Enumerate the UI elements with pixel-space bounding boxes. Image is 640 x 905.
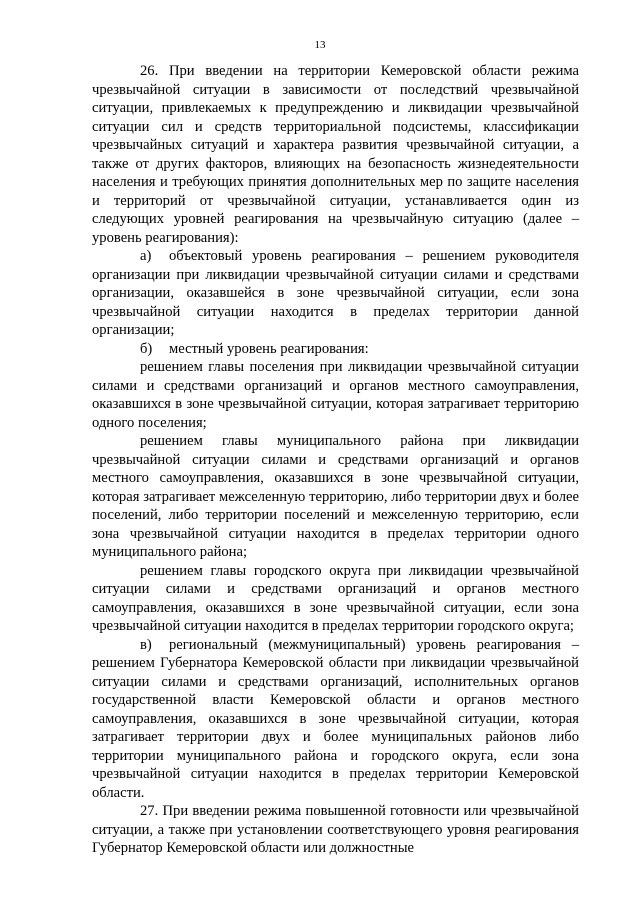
list-marker: в) (140, 636, 152, 653)
list-item-a (92, 247, 579, 340)
paragraph-text: решением главы городского округа при ликвидации чрезвычайной ситуации силами и средствами организаций и органов местного самоуправления, оказавшихся в зоне чрезвычайной ситуации, если зона чрезвычайной ситуации находится в пределах территории городского округа; (92, 562, 579, 634)
paragraph-text: объектовый уровень реагирования – решением руководителя организации при ликвидации чрезвычайной ситуации силами и средствами организации, оказавшейся в зоне чрезвычайной ситуации, если зона чрезвычайной ситуации находится в пределах территории данной организации; (92, 248, 579, 338)
list-item-b (92, 340, 579, 359)
paragraph-text: 27. При введении режима повышенной готовности или чрезвычайной ситуации, а также при установлении соответствующего уровня реагирования Губернатор Кемеровской области или должностные (92, 803, 579, 856)
document-body (92, 62, 579, 858)
list-marker: а) (140, 248, 152, 264)
paragraph-settlement (92, 358, 579, 432)
paragraph-text: решением главы муниципального района при ликвидации чрезвычайной ситуации силами и средствами организаций и органов местного самоуправления, оказавшихся в зоне чрезвычайной ситуации, которая затрагивает межселенную территорию, либо территории двух и более поселений, либо территории поселений и межселенную территорию, если зона чрезвычайной ситуации находится в пределах территории одного муниципального района; (92, 433, 579, 560)
paragraph-city-district (92, 562, 579, 636)
paragraph-text: местный уровень реагирования: (169, 340, 369, 357)
page-number: 13 (314, 39, 326, 51)
list-marker: б) (140, 340, 153, 357)
paragraph-text: 26. При введении на территории Кемеровской области режима чрезвычайной ситуации в зависимости от последствий чрезвычайной ситуации, привлекаемых к предупреждению и ликвидации чрезвычайной ситуации сил и средств территориальной подсистемы, классификации чрезвычайных ситуаций и характера развития чрезвычайной ситуации, а также от других факторов, влияющих на безопасность жизнедеятельности населения и требующих принятия дополнительных мер по защите населения и территорий от чрезвычайной ситуации, устанавливается один из следующих уровней реагирования на чрезвычайную ситуацию (далее – уровень реагирования): (92, 63, 579, 246)
paragraph-text: решением главы поселения при ликвидации чрезвычайной ситуации силами и средствами организаций и органов местного самоуправления, оказавшихся в зоне чрезвычайной ситуации, которая затрагивает территорию одного поселения; (92, 359, 579, 431)
paragraph-26 (92, 62, 579, 247)
paragraph-27 (92, 802, 579, 858)
list-item-v (92, 636, 579, 803)
paragraph-municipal-district (92, 432, 579, 562)
paragraph-text: региональный (межмуниципальный) уровень реагирования – решением Губернатора Кемеровской области при ликвидации чрезвычайной ситуации силами и средствами организаций, исполнительных органов государственной власти Кемеровской области и органов местного самоуправления, оказавшихся в зоне чрезвычайной ситуации, которая затрагивает территории двух и более муниципальных районов либо территории муниципального района и городского округа, если зона чрезвычайной ситуации находится в пределах территории Кемеровской области. (92, 636, 579, 801)
